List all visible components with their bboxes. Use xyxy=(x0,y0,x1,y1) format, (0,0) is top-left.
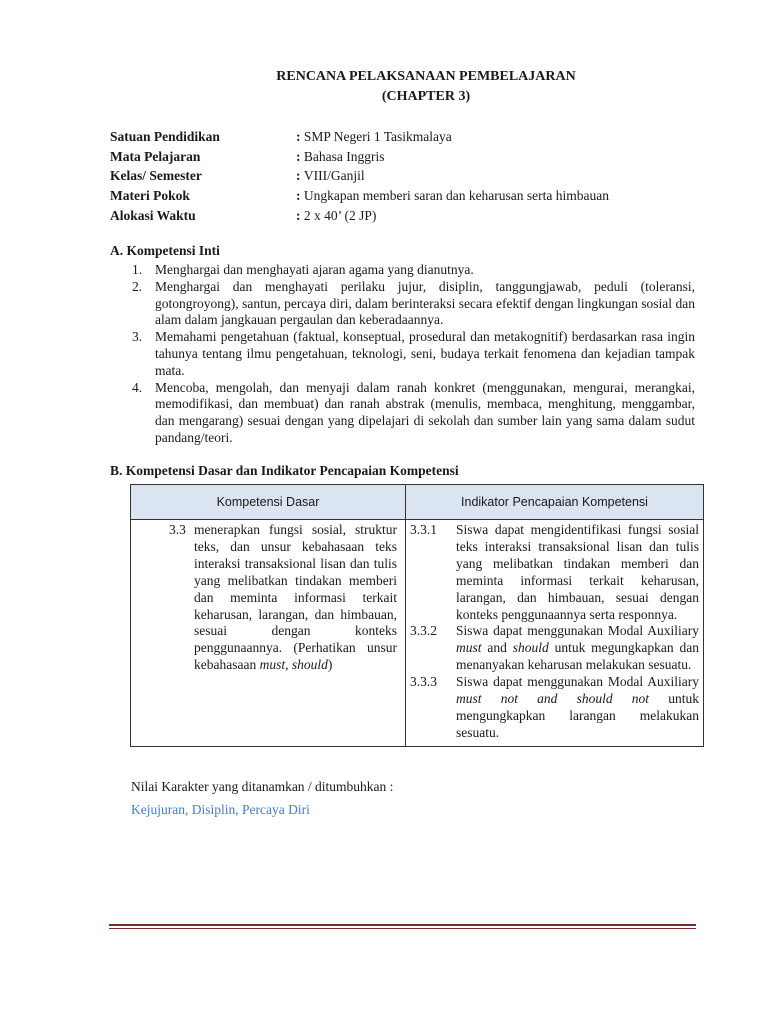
footer-divider-thin xyxy=(109,928,696,929)
meta-value: SMP Negeri 1 Tasikmalaya xyxy=(303,129,452,144)
column-header-indicator: Indikator Pencapaian Kompetensi xyxy=(406,485,704,520)
list-item xyxy=(132,279,695,329)
indicator-item xyxy=(410,674,699,742)
meta-row xyxy=(110,206,710,226)
section-b-heading: B. Kompetensi Dasar dan Indikator Pencapaian Kompetensi xyxy=(110,463,459,478)
indicator-cell xyxy=(406,520,704,747)
kd-code: 3.3 xyxy=(169,522,186,537)
meta-value: Ungkapan memberi saran dan keharusan serta himbauan xyxy=(303,187,610,203)
list-number: 1. xyxy=(132,262,143,277)
document-title: RENCANA PELAKSANAAN PEMBELAJARAN xyxy=(276,69,576,84)
list-number: 4. xyxy=(132,379,143,395)
meta-colon: : xyxy=(296,129,304,144)
indicator-code: 3.3.1 xyxy=(410,522,437,537)
indicator-code: 3.3.3 xyxy=(410,674,437,690)
indicator-item xyxy=(410,623,699,674)
meta-value: 2 x 40’ (2 JP) xyxy=(303,208,377,223)
kd-cell xyxy=(131,520,406,747)
list-text: Memahami pengetahuan (faktual, konseptual, prosedural dan metakognitif) berdasarkan rasa ingin tahunya tentang ilmu pengetahuan, teknologi, seni, budaya terkait fenomena dan kejadian tampak mata. xyxy=(155,329,695,378)
indicator-text: Siswa dapat mengidentifikasi fungsi sosial teks interaksi transaksional lisan dan tulis yang melibatkan tindakan memberi dan meminta informasi terkait keharusan, larangan, dan himbauan, sesuai dengan konteks penggunaannya serta responnya. xyxy=(456,522,699,622)
list-item xyxy=(132,329,695,379)
meta-value: VIII/Ganjil xyxy=(303,168,365,183)
meta-row xyxy=(110,166,710,186)
meta-label: Satuan Pendidikan xyxy=(110,129,220,144)
kompetensi-inti-list xyxy=(132,262,695,447)
table-row xyxy=(131,520,704,747)
meta-label: Materi Pokok xyxy=(110,187,190,203)
meta-row xyxy=(110,147,710,167)
footer-divider xyxy=(109,924,696,926)
meta-row xyxy=(110,186,710,206)
indicator-item xyxy=(410,522,699,623)
kd-text: menerapkan fungsi sosial, struktur teks, dan unsur kebahasaan teks interaksi transaksional lisan dan tulis yang melibatkan tindakan memberi dan meminta informasi terkait keharusan, larangan, dan himbauan, sesuai dengan konteks penggunaannya. (Perhatikan unsur kebahasaan must, should) xyxy=(194,522,397,673)
character-values: Kejujuran, Disiplin, Percaya Diri xyxy=(131,802,310,817)
list-item xyxy=(132,380,695,447)
indicator-text: Siswa dapat menggunakan Modal Auxiliary must and should untuk megungkapkan dan menanyakan keharusan melakukan sesuatu. xyxy=(456,623,699,673)
list-item xyxy=(132,262,695,279)
meta-label: Mata Pelajaran xyxy=(110,148,201,164)
meta-value: Bahasa Inggris xyxy=(303,148,385,164)
meta-row xyxy=(110,127,710,147)
meta-colon: : xyxy=(296,168,304,183)
column-header-kd: Kompetensi Dasar xyxy=(131,485,406,520)
indicator-code: 3.3.2 xyxy=(410,623,437,639)
indicator-text: Siswa dapat menggunakan Modal Auxiliary must not and should not untuk mengungkapkan larangan melakukan sesuatu. xyxy=(456,674,699,740)
list-text: Menghargai dan menghayati ajaran agama yang dianutnya. xyxy=(155,262,474,277)
list-number: 3. xyxy=(132,329,143,345)
list-text: Menghargai dan menghayati perilaku jujur, disiplin, tanggungjawab, peduli (toleransi, gotongroyong), santun, percaya diri, dalam berinteraksi secara efektif dengan lingkungan sosial dan alam dalam jangkauan pergaulan dan keberadaannya. xyxy=(155,278,695,328)
meta-label: Kelas/ Semester xyxy=(110,168,202,183)
meta-colon: : xyxy=(296,208,304,223)
section-a-heading: A. Kompetensi Inti xyxy=(110,243,220,258)
meta-colon: : xyxy=(296,187,304,203)
character-values-label: Nilai Karakter yang ditanamkan / ditumbuhkan : xyxy=(131,779,394,794)
identity-block xyxy=(110,127,710,226)
meta-label: Alokasi Waktu xyxy=(110,208,196,223)
list-number: 2. xyxy=(132,278,143,294)
table-header-row xyxy=(131,485,704,520)
document-subtitle: (CHAPTER 3) xyxy=(381,89,471,104)
competency-table xyxy=(130,484,704,747)
list-text: Mencoba, mengolah, dan menyaji dalam ranah konkret (menggunakan, mengurai, merangkai, memodifikasi, dan membuat) dan ranah abstrak (menulis, membaca, menghitung, menggambar, dan mengarang) sesuai dengan yang dipelajari di sekolah dan sumber lain yang sama dalam sudut pandang/teori. xyxy=(155,379,695,445)
meta-colon: : xyxy=(296,148,304,164)
